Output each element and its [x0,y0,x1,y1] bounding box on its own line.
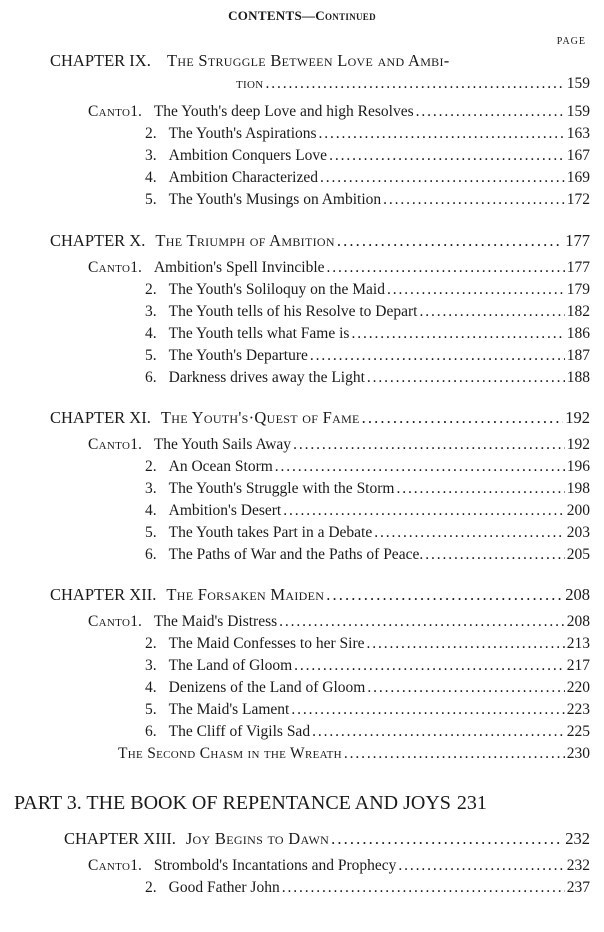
canto-title: The Maid's Distress [153,613,278,630]
canto-entry [145,301,590,323]
chapter-label: CHAPTER XIII. [64,829,176,848]
dot-leader [416,101,565,123]
page-number: 159 [566,103,590,120]
page-number: 208 [565,585,590,604]
dot-leader [319,123,565,145]
canto-entry [145,279,590,301]
dot-leader [265,73,564,95]
chapter-title: The Forsaken Maiden [166,585,325,604]
canto-title: Ambition's Spell Invincible [153,259,325,276]
section-title: The Second Chasm in the Wreath [118,745,342,762]
canto-number: 6. [145,546,157,563]
running-header [0,8,604,24]
canto-entry [145,544,590,566]
canto-title: The Youth's Struggle with the Storm [168,480,395,497]
canto-entry [145,189,590,211]
dot-leader [279,611,565,633]
dot-leader [331,828,563,850]
dot-leader [387,279,565,301]
canto-label: Canto [88,259,131,276]
canto-title: The Youth tells of his Resolve to Depart [168,303,418,320]
canto-entry [145,522,590,544]
dot-leader [282,877,565,899]
canto-number: 4. [145,169,157,186]
dot-leader [398,855,564,877]
canto-title: The Land of Gloom [168,657,293,674]
page-number: 232 [565,829,590,848]
canto-entry [145,456,590,478]
part-title: PART 3. THE BOOK OF REPENTANCE AND JOYS [14,792,451,814]
canto-title: The Paths of War and the Paths of Peace. [168,546,424,563]
page-number: 231 [456,792,487,814]
canto-title: Ambition's Desert [168,502,282,519]
dot-leader [337,230,563,252]
page-number: 217 [566,657,590,674]
section-entry [118,743,590,765]
canto-number: 4. [145,502,157,519]
page-number: 177 [565,231,590,250]
page-number: 188 [566,369,590,386]
canto-entry [145,167,590,189]
chapter-label: CHAPTER X. [50,231,146,250]
canto-title: Ambition Conquers Love [168,147,328,164]
canto-title: The Maid's Lament [168,701,290,718]
canto-number: 4. [145,679,157,696]
canto-entry [145,145,590,167]
canto-title: The Cliff of Vigils Sad [168,723,311,740]
canto-entry [145,655,590,677]
canto-number: 4. [145,325,157,342]
canto-title: The Youth's Departure [168,347,308,364]
dot-leader [293,434,565,456]
header-title: CONTENTS—Continued [228,8,376,23]
page-number: 237 [566,879,590,896]
canto-title: Ambition Characterized [168,169,318,186]
page-number: 172 [566,191,590,208]
dot-leader [344,743,565,765]
page-number: 163 [566,125,590,142]
dot-leader [383,189,565,211]
canto-label: Canto [88,857,131,874]
chapter-label: CHAPTER XII. [50,585,157,604]
chapter-heading [50,407,590,429]
dot-leader [396,478,564,500]
dot-leader [367,367,565,389]
canto-title: The Youth's Aspirations [168,125,317,142]
page-number: 169 [566,169,590,186]
canto-number: 6. [145,723,157,740]
canto-entry [145,123,590,145]
canto-title: Denizens of the Land of Gloom [168,679,366,696]
dot-leader [275,456,565,478]
canto-entry [145,633,590,655]
chapter-title: The Triumph of Ambition [155,231,335,250]
dot-leader [351,323,564,345]
chapter-title-cont: tion [236,75,264,92]
canto-title: The Youth Sails Away [153,436,292,453]
page-number: 225 [566,723,590,740]
dot-leader [362,407,564,429]
canto-number: 1. [130,436,142,453]
dot-leader [367,677,564,699]
canto-number: 2. [145,125,157,142]
page-number: 182 [566,303,590,320]
canto-entry [145,721,590,743]
chapter-heading [50,50,590,72]
page-number: 187 [566,347,590,364]
canto-entry [88,855,590,877]
canto-number: 1. [130,857,142,874]
dot-leader [419,301,564,323]
chapter-heading [50,584,590,606]
page-number: 205 [566,546,590,563]
canto-entry [145,500,590,522]
dot-leader [320,167,565,189]
canto-entry [88,434,590,456]
canto-title: The Youth tells what Fame is [168,325,350,342]
canto-number: 3. [145,147,157,164]
page-number: 203 [566,524,590,541]
canto-number: 1. [130,259,142,276]
page-number: 198 [566,480,590,497]
canto-entry [88,101,590,123]
canto-title: The Maid Confesses to her Sire [168,635,365,652]
dot-leader [312,721,565,743]
page-number: 208 [566,613,590,630]
canto-label: Canto [88,613,131,630]
canto-label: Canto [88,436,131,453]
canto-number: 5. [145,347,157,364]
page-number: 213 [566,635,590,652]
canto-number: 2. [145,879,157,896]
chapter-heading-continuation [236,73,590,95]
canto-title: The Youth's Musings on Ambition [168,191,382,208]
dot-leader [283,500,565,522]
page-number: 192 [566,436,590,453]
canto-number: 3. [145,303,157,320]
canto-title: An Ocean Storm [168,458,273,475]
dot-leader [294,655,565,677]
dot-leader [374,522,565,544]
canto-number: 2. [145,281,157,298]
canto-number: 1. [130,613,142,630]
canto-title: Good Father John [168,879,280,896]
page-number: 177 [566,259,590,276]
page-number: 220 [566,679,590,696]
dot-leader [425,544,565,566]
canto-title: The Youth takes Part in a Debate [168,524,373,541]
chapter-title: Joy Begins to Dawn [185,829,330,848]
dot-leader [326,584,563,606]
canto-number: 5. [145,701,157,718]
canto-title: Darkness drives away the Light [168,369,365,386]
dot-leader [367,633,565,655]
canto-entry [145,877,590,899]
chapter-title: The Youth's·Quest of Fame [160,408,360,427]
canto-label: Canto [88,103,131,120]
canto-entry [145,699,590,721]
chapter-title: The Struggle Between Love and Ambi- [166,51,450,70]
canto-number: 5. [145,524,157,541]
page-number: 192 [565,408,590,427]
dot-leader [327,257,565,279]
canto-number: 3. [145,657,157,674]
chapter-label: CHAPTER XI. [50,408,151,427]
canto-entry [145,677,590,699]
chapter-heading [50,230,590,252]
canto-number: 2. [145,458,157,475]
dot-leader [329,145,565,167]
part-heading [14,790,590,816]
canto-entry [88,611,590,633]
canto-number: 6. [145,369,157,386]
chapter-heading [64,828,590,850]
dot-leader [310,345,565,367]
canto-number: 3. [145,480,157,497]
dot-leader [291,699,564,721]
canto-number: 1. [130,103,142,120]
canto-entry [145,323,590,345]
page-number: 167 [566,147,590,164]
page-column-label: PAGE [556,36,586,47]
canto-title: Strombold's Incantations and Prophecy [153,857,397,874]
chapter-label: CHAPTER IX. [50,51,151,70]
canto-title: The Youth's Soliloquy on the Maid [168,281,385,298]
canto-entry [145,478,590,500]
page-number: 186 [566,325,590,342]
page-number: 230 [566,745,590,762]
canto-entry [88,257,590,279]
canto-number: 2. [145,635,157,652]
canto-entry [145,367,590,389]
page-number: 196 [566,458,590,475]
page-number: 232 [566,857,590,874]
page-number: 179 [566,281,590,298]
canto-title: The Youth's deep Love and high Resolves [153,103,414,120]
page-number: 159 [566,75,590,92]
page-number: 200 [566,502,590,519]
page-number: 223 [566,701,590,718]
canto-number: 5. [145,191,157,208]
canto-entry [145,345,590,367]
